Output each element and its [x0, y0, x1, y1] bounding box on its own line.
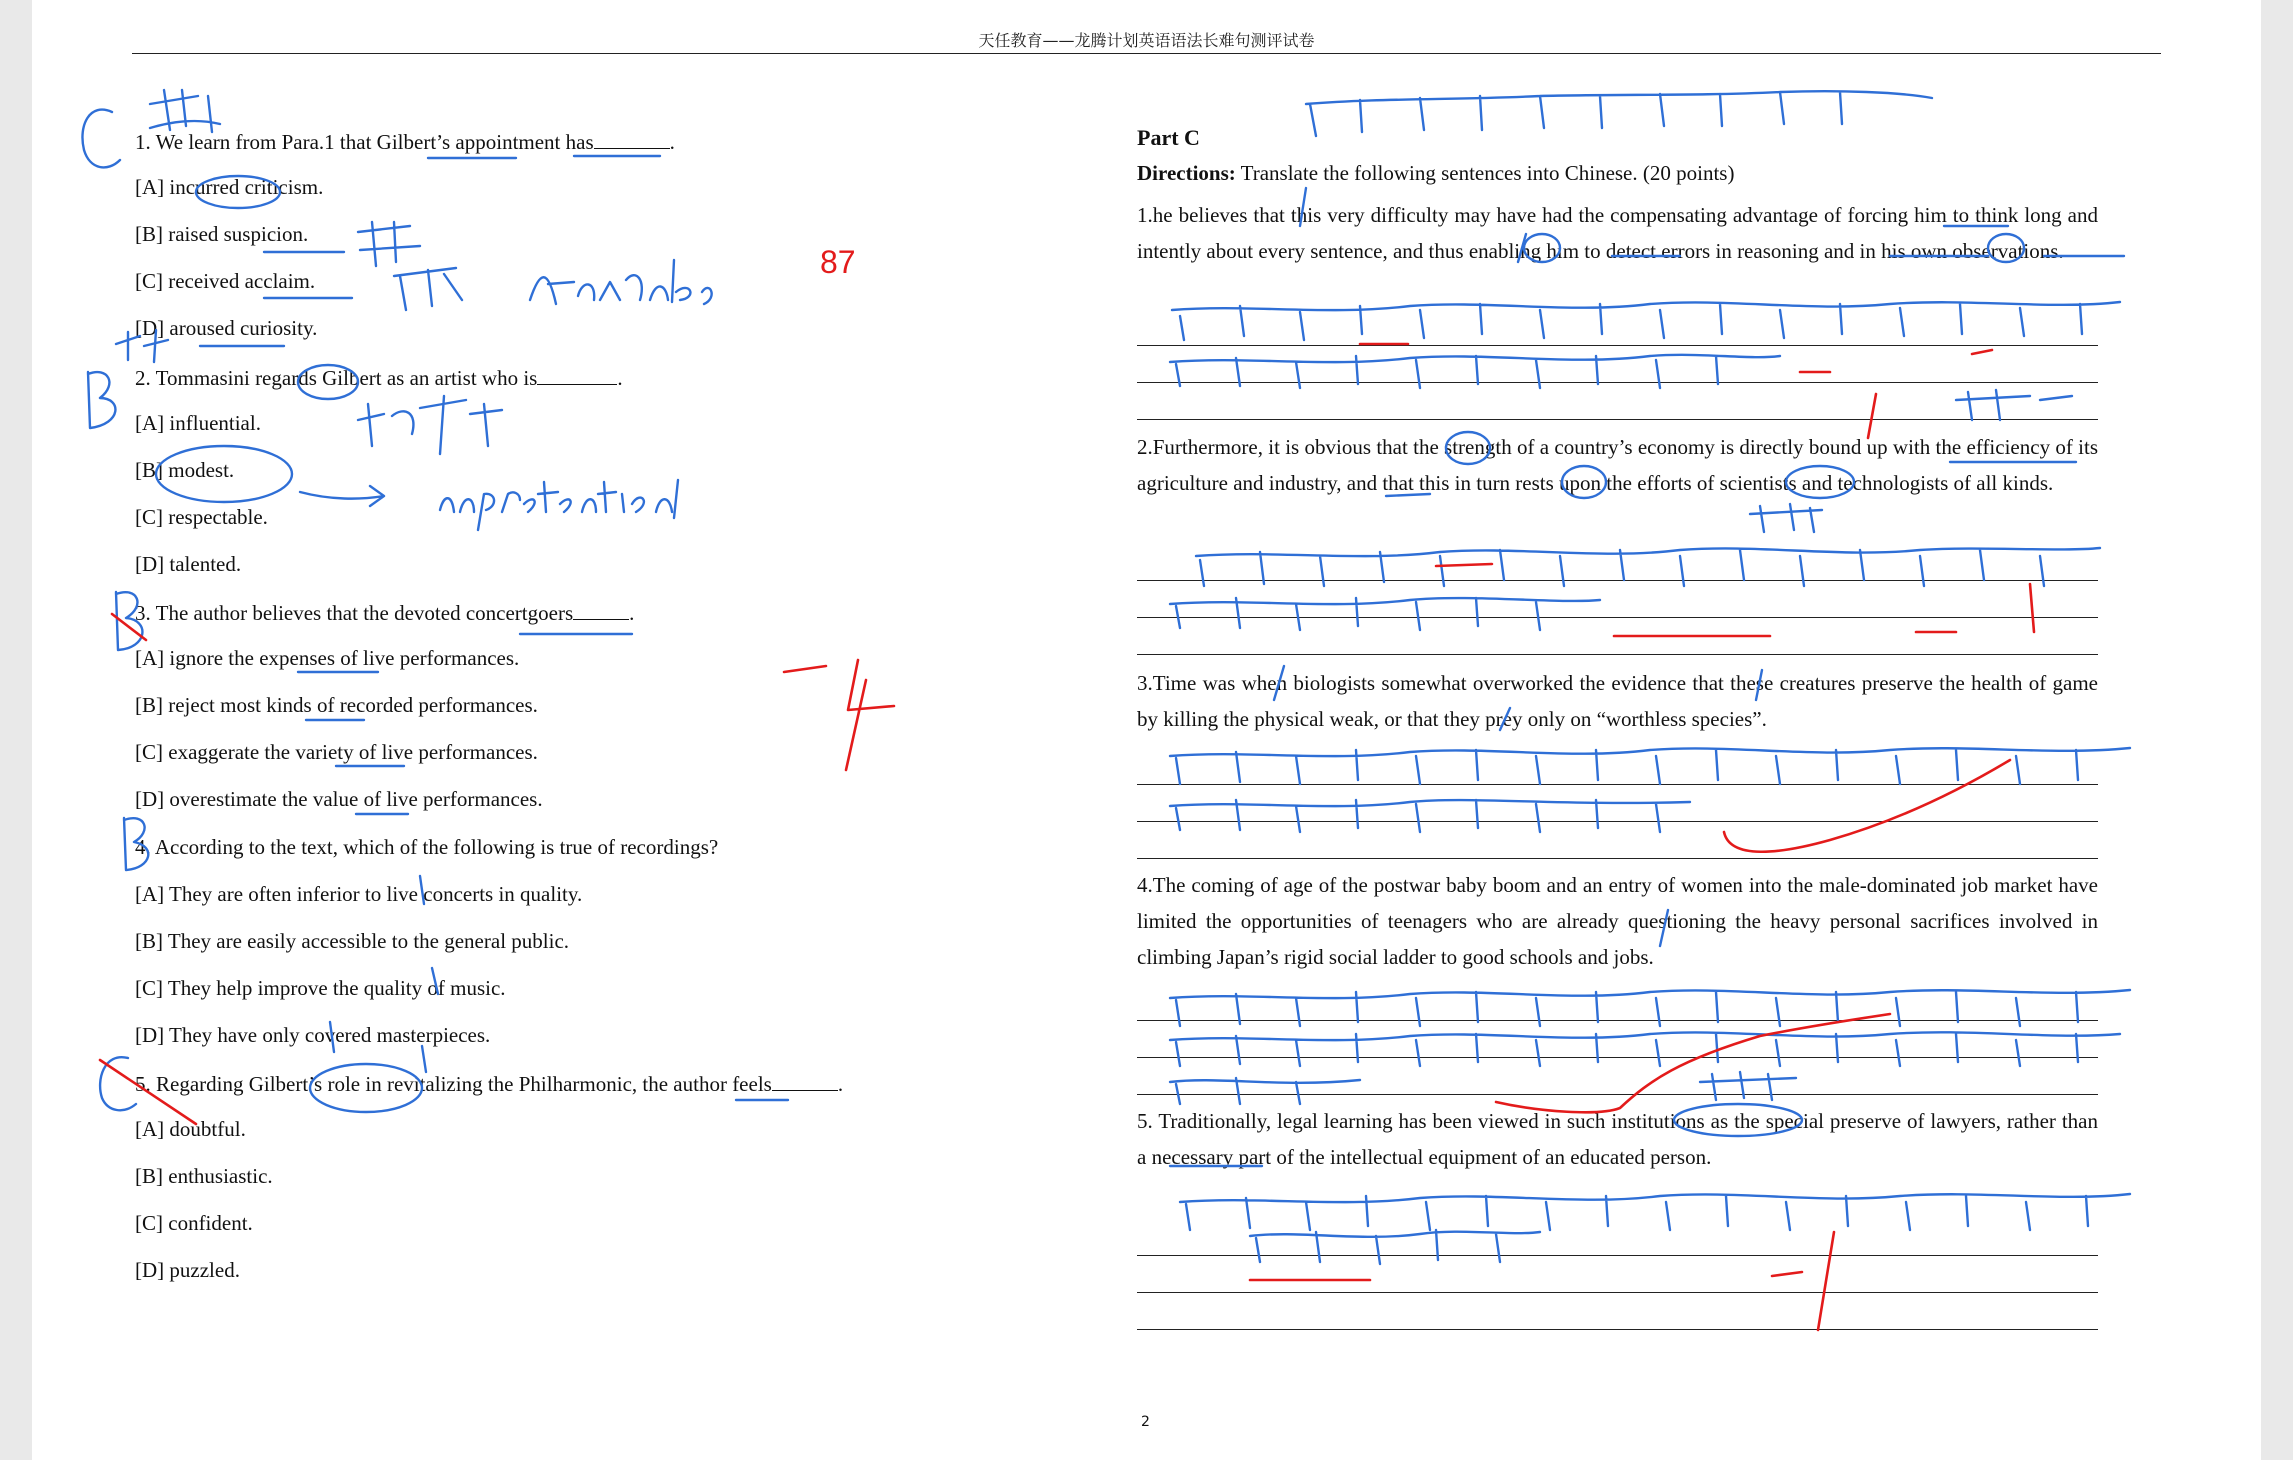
question-text: 5. Regarding Gilbert’s role in revitalizing the Philharmonic, the author feels: [135, 1072, 772, 1096]
page-number: 2: [1141, 1414, 1150, 1430]
question-text: [B] raised suspicion.: [135, 222, 309, 247]
question-text: [B] reject most kinds of recorded performances.: [135, 693, 538, 718]
answer-option: [135, 222, 308, 247]
directions-label: Directions:: [1137, 161, 1236, 185]
answer-option: [135, 882, 582, 907]
answer-option: [135, 1258, 240, 1283]
answer-line: [1137, 1094, 2098, 1095]
answer-line: [1137, 654, 2098, 655]
question-text: [A] doubtful.: [135, 1117, 246, 1142]
answer-line: [1137, 1057, 2098, 1058]
answer-option: [135, 411, 261, 436]
answer-line: [1137, 580, 2098, 581]
answer-line: [1137, 382, 2098, 383]
answer-line: [1137, 858, 2098, 859]
answer-blank: [537, 364, 617, 385]
answer-line: [1137, 1255, 2098, 1256]
question-text: [A] ignore the expenses of live performances.: [135, 646, 520, 671]
translation-item-2: 2.Furthermore, it is obvious that the strength of a country’s economy is directly bound up with the efficiency of its agriculture and industry, and that this in turn rests upon the efforts of scientists and technologists of all kinds.: [1137, 435, 2098, 495]
answer-option: [135, 458, 234, 483]
answer-option: [135, 552, 241, 577]
answer-line: [1137, 1020, 2098, 1021]
answer-line: [1137, 345, 2098, 346]
question-text: [A] They are often inferior to live concerts in quality.: [135, 881, 583, 906]
question-text: 3. The author believes that the devoted concertgoers: [135, 601, 574, 625]
question-stem: [135, 835, 718, 860]
question-text: [D] They have only covered masterpieces.: [135, 1022, 491, 1047]
question-text: [B] enthusiastic.: [135, 1164, 273, 1189]
answer-line: [1137, 784, 2098, 785]
question-stem: 1. We learn from Para.1 that Gilbert’s appointment has .: [135, 130, 675, 154]
answer-line: [1137, 821, 2098, 822]
question-text: [C] confident.: [135, 1211, 253, 1236]
score-mark: 87: [820, 244, 856, 280]
answer-option: [135, 1117, 246, 1142]
translation-item-3: 3.Time was when biologists somewhat overworked the evidence that these creatures preserve the health of game by killing the physical weak, or that they prey only on “worthless species”.: [1137, 671, 2098, 731]
question-text: [D] puzzled.: [135, 1258, 240, 1283]
answer-option: [135, 976, 506, 1001]
question-text: [C] respectable.: [135, 504, 268, 529]
answer-option: [135, 1164, 273, 1189]
answer-option: [135, 646, 519, 671]
answer-blank: [573, 599, 629, 620]
question-text: [D] aroused curiosity.: [135, 316, 318, 341]
question-text: [C] received acclaim.: [135, 269, 316, 294]
answer-option: [135, 740, 538, 765]
answer-line: [1137, 1292, 2098, 1293]
translation-item-1: 1.he believes that this very difficulty may have had the compensating advantage of forcing him to think long and intently about every sentence, and thus enabling him to detect errors in reasoning and in his own observations.: [1137, 203, 2098, 263]
question-text: [C] exaggerate the variety of live performances.: [135, 740, 538, 765]
answer-option: [135, 316, 317, 341]
answer-option: [135, 693, 538, 718]
answer-option: [135, 787, 543, 812]
directions: [1137, 161, 1734, 186]
question-text: [A] influential.: [135, 410, 261, 435]
part-c-title: Part C: [1137, 125, 1200, 150]
answer-option: [135, 269, 315, 294]
answer-option: [135, 175, 323, 200]
answer-option: [135, 1023, 490, 1048]
answer-line: [1137, 617, 2098, 618]
answer-line: [1137, 419, 2098, 420]
question-text: [D] overestimate the value of live performances.: [135, 787, 543, 812]
question-stem: 3. The author believes that the devoted concertgoers .: [135, 601, 635, 625]
page-header-title: 天任教育——龙腾计划英语语法长难句测评试卷: [978, 31, 1315, 50]
question-text: 4. According to the text, which of the following is true of recordings?: [135, 834, 719, 859]
question-text: [C] They help improve the quality of music.: [135, 975, 506, 1000]
question-stem: 5. Regarding Gilbert’s role in revitalizing the Philharmonic, the author feels .: [135, 1072, 844, 1096]
answer-blank: [594, 128, 670, 149]
question-text: [B] modest.: [135, 457, 235, 482]
directions-text: Translate the following sentences into Chinese. (20 points): [1235, 161, 1735, 185]
question-text: [A] incurred criticism.: [135, 175, 324, 200]
answer-option: [135, 505, 268, 530]
question-text: 2. Tommasini regards Gilbert as an artist who is: [135, 365, 538, 390]
answer-line: [1137, 1329, 2098, 1330]
answer-option: [135, 1211, 253, 1236]
question-text: 1. We learn from Para.1 that Gilbert’s appointment has: [135, 130, 594, 154]
question-stem: 2. Tommasini regards Gilbert as an artist who is .: [135, 365, 623, 390]
answer-blank: [772, 1070, 838, 1091]
translation-item-4: 4.The coming of age of the postwar baby boom and an entry of women into the male-dominated job market have limited the opportunities of teenagers who are already questioning the heavy personal sacrifices involved in climbing Japan’s rigid social ladder to good schools and jobs.: [1137, 873, 2098, 969]
question-text: [D] talented.: [135, 551, 242, 576]
question-text: [B] They are easily accessible to the general public.: [135, 928, 570, 953]
translation-item-5: 5. Traditionally, legal learning has been viewed in such institutions as the special preserve of lawyers, rather than a necessary part of the intellectual equipment of an educated person.: [1137, 1109, 2098, 1169]
answer-option: [135, 929, 569, 954]
header-divider: [132, 53, 2161, 54]
